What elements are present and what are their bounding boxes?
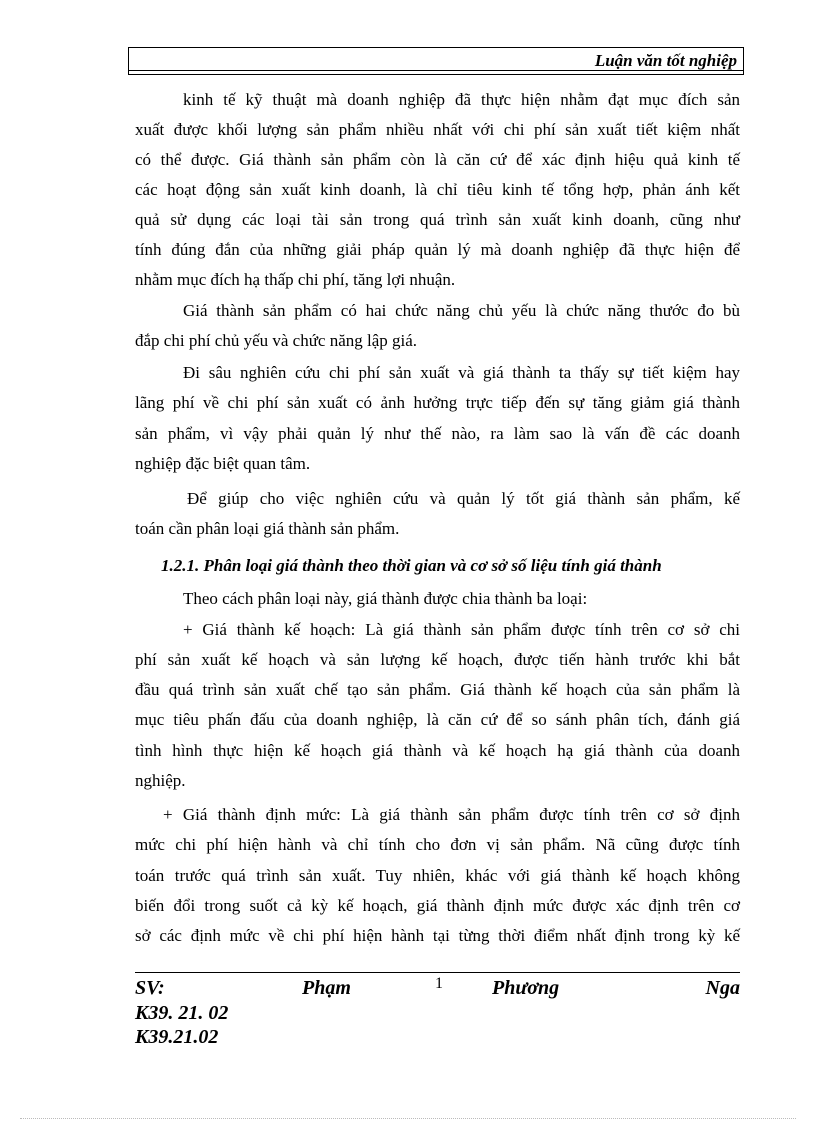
footer-sv-label: SV: <box>135 977 165 999</box>
text-line: Theo cách phân loại này, giá thành được chia thành ba loại: <box>183 589 588 608</box>
footer-name-last: Nga <box>705 977 740 999</box>
footer-name-first: Phạm <box>302 977 351 999</box>
text-line: toán cần phân loại giá thành sản phẩm. <box>135 519 400 538</box>
text-line: phí sản xuất kế hoạch và sản lượng kế hoạch, được tiến hành trước khi bắt <box>135 650 740 669</box>
text-line: tính đúng đắn của những giải pháp quản lý mà doanh nghiệp đã thực hiện để <box>135 240 740 259</box>
text-line: sản phẩm, vì vậy phải quản lý như thế nào, ra làm sao là vấn đề các doanh <box>135 424 740 443</box>
text-line: + Giá thành kế hoạch: Là giá thành sản phẩm được tính trên cơ sở chi <box>183 620 740 639</box>
text-line: các hoạt động sản xuất kinh doanh, là chỉ tiêu kinh tế tổng hợp, phản ánh kết <box>135 180 740 199</box>
footer-class-2: K39.21.02 <box>135 1026 219 1048</box>
text-line: kinh tế kỹ thuật mà doanh nghiệp đã thực hiện nhằm đạt mục đích sản <box>183 90 740 109</box>
text-line: xuất được khối lượng sản phẩm nhiều nhất với chi phí sản xuất tiết kiệm nhất <box>135 120 740 139</box>
text-line: nghiệp đặc biệt quan tâm. <box>135 454 311 473</box>
section-heading: 1.2.1. Phân loại giá thành theo thời gian và cơ sở số liệu tính giá thành <box>161 556 662 575</box>
page-header <box>128 47 744 75</box>
page-number: 1 <box>435 975 443 992</box>
text-line: mức chi phí hiện hành và chỉ tính cho đơn vị sản phẩm. Nã cũng được tính <box>135 835 740 854</box>
text-line: có thể được. Giá thành sản phẩm còn là căn cứ để xác định hiệu quả kinh tế <box>135 150 740 169</box>
text-line: tình hình thực hiện kế hoạch giá thành và kế hoạch hạ giá thành của doanh <box>135 741 740 760</box>
footer-rule <box>135 972 740 973</box>
footer-name-middle: Phương <box>492 977 560 999</box>
page-footer <box>135 975 740 1055</box>
text-line: Giá thành sản phẩm có hai chức năng chủ yếu là chức năng thước đo bù <box>183 301 740 320</box>
header-title: Luận văn tốt nghiệp <box>594 51 737 70</box>
page-edge-dots <box>20 1118 796 1119</box>
text-line: đắp chi phí chủ yếu và chức năng lập giá. <box>135 331 418 350</box>
text-line: mục tiêu phấn đấu của doanh nghiệp, là căn cứ để so sánh phân tích, đánh giá <box>135 710 740 729</box>
text-line: + Giá thành định mức: Là giá thành sản phẩm được tính trên cơ sở định <box>163 805 740 824</box>
header-rule <box>129 70 743 71</box>
text-line: Để giúp cho việc nghiên cứu và quản lý tốt giá thành sản phẩm, kế <box>187 489 740 508</box>
text-line: nhằm mục đích hạ thấp chi phí, tăng lợi nhuận. <box>135 270 456 289</box>
text-line: quả sử dụng các loại tài sản trong quá trình sản xuất kinh doanh, cũng như <box>135 210 740 229</box>
text-line: Đi sâu nghiên cứu chi phí sản xuất và giá thành ta thấy sự tiết kiệm hay <box>183 363 740 382</box>
text-line: biến đổi trong suốt cả kỳ kế hoạch, giá thành định mức được xác định trên cơ <box>135 896 740 915</box>
text-line: toán trước quá trình sản xuất. Tuy nhiên, khác với giá thành kế hoạch không <box>135 866 740 885</box>
footer-class-1: K39. 21. 02 <box>135 1002 229 1024</box>
text-line: lãng phí về chi phí sản xuất có ảnh hưởng trực tiếp đến sự tăng giảm giá thành <box>135 393 740 412</box>
text-line: sở các định mức về chi phí hiện hành tại từng thời điểm nhất định trong kỳ kế <box>135 926 740 945</box>
text-line: đầu quá trình sản xuất chế tạo sản phẩm. Giá thành kế hoạch của sản phẩm là <box>135 680 740 699</box>
text-line: nghiệp. <box>135 771 186 790</box>
